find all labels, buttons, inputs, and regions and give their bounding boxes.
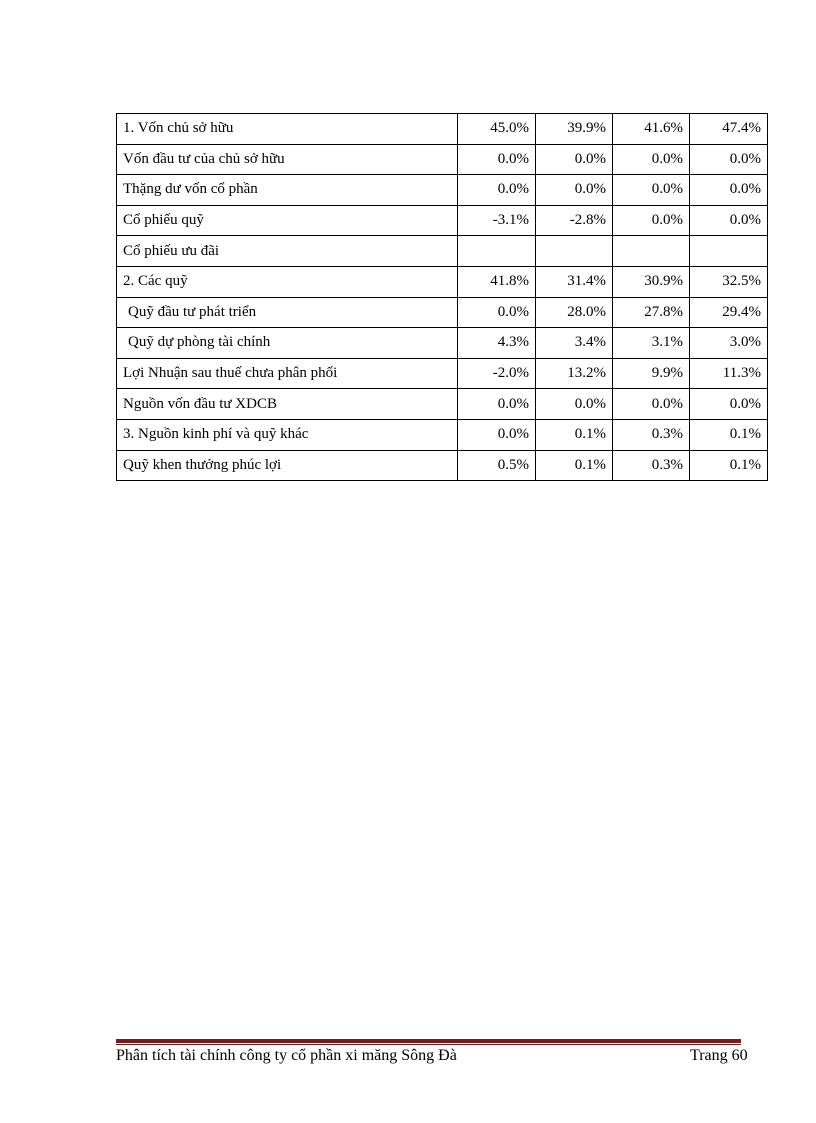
row-value-col-1: -2.0% [458, 358, 536, 389]
row-value-col-2: 0.0% [536, 175, 613, 206]
row-value-col-1: 0.0% [458, 175, 536, 206]
row-value-col-2: 31.4% [536, 266, 613, 297]
row-value-col-4: 0.0% [690, 205, 768, 236]
row-value-col-1: 0.5% [458, 450, 536, 481]
row-value-col-3: 0.0% [613, 175, 690, 206]
row-value-col-4: 0.0% [690, 389, 768, 420]
row-value-col-2: 0.0% [536, 144, 613, 175]
row-value-col-1: 0.0% [458, 419, 536, 450]
row-value-col-1: 0.0% [458, 389, 536, 420]
footer-document-title: Phân tích tài chính công ty cổ phần xi măng Sông Đà [116, 1047, 457, 1064]
row-label: Quỹ dự phòng tài chính [117, 328, 458, 359]
row-value-col-2: 28.0% [536, 297, 613, 328]
row-label: Vốn đầu tư của chủ sở hữu [117, 144, 458, 175]
row-value-col-4: 0.1% [690, 419, 768, 450]
row-value-col-3: 41.6% [613, 114, 690, 145]
table-row [117, 297, 768, 328]
row-value-col-1: -3.1% [458, 205, 536, 236]
footer-page-number: Trang 60 [690, 1047, 748, 1064]
table-row [117, 419, 768, 450]
row-value-col-2 [536, 236, 613, 267]
row-value-col-4: 47.4% [690, 114, 768, 145]
row-label: 1. Vốn chủ sở hữu [117, 114, 458, 145]
table-row [117, 358, 768, 389]
table-row [117, 144, 768, 175]
table-body [117, 114, 768, 481]
row-value-col-3: 0.3% [613, 419, 690, 450]
row-value-col-1: 0.0% [458, 144, 536, 175]
row-value-col-4: 3.0% [690, 328, 768, 359]
row-value-col-2: 39.9% [536, 114, 613, 145]
row-value-col-4: 0.0% [690, 144, 768, 175]
row-label: Quỹ đầu tư phát triển [117, 297, 458, 328]
row-value-col-3: 9.9% [613, 358, 690, 389]
table-row [117, 236, 768, 267]
row-value-col-3: 0.0% [613, 389, 690, 420]
row-value-col-3: 0.0% [613, 144, 690, 175]
row-value-col-3: 3.1% [613, 328, 690, 359]
row-value-col-3 [613, 236, 690, 267]
row-value-col-3: 30.9% [613, 266, 690, 297]
row-value-col-2: 3.4% [536, 328, 613, 359]
row-label: 2. Các quỹ [117, 266, 458, 297]
row-label: Cổ phiếu quỹ [117, 205, 458, 236]
row-value-col-2: 0.1% [536, 419, 613, 450]
row-value-col-4 [690, 236, 768, 267]
row-value-col-3: 0.3% [613, 450, 690, 481]
table-row [117, 266, 768, 297]
row-value-col-2: 13.2% [536, 358, 613, 389]
row-label: Lợi Nhuận sau thuế chưa phân phối [117, 358, 458, 389]
table-row [117, 175, 768, 206]
row-value-col-4: 32.5% [690, 266, 768, 297]
row-value-col-4: 29.4% [690, 297, 768, 328]
row-value-col-1: 0.0% [458, 297, 536, 328]
table-row [117, 389, 768, 420]
row-value-col-4: 0.0% [690, 175, 768, 206]
row-value-col-4: 0.1% [690, 450, 768, 481]
row-value-col-2: 0.0% [536, 389, 613, 420]
row-value-col-3: 0.0% [613, 205, 690, 236]
row-label: Cổ phiếu ưu đãi [117, 236, 458, 267]
table-row [117, 328, 768, 359]
row-value-col-2: -2.8% [536, 205, 613, 236]
row-label: Nguồn vốn đầu tư XDCB [117, 389, 458, 420]
row-value-col-1: 45.0% [458, 114, 536, 145]
financial-ratio-table [116, 113, 768, 481]
table-row [117, 450, 768, 481]
table-row [117, 205, 768, 236]
row-value-col-4: 11.3% [690, 358, 768, 389]
table-row [117, 114, 768, 145]
row-value-col-1: 4.3% [458, 328, 536, 359]
row-value-col-1 [458, 236, 536, 267]
row-value-col-3: 27.8% [613, 297, 690, 328]
row-label: Quỹ khen thưởng phúc lợi [117, 450, 458, 481]
row-value-col-2: 0.1% [536, 450, 613, 481]
row-label: 3. Nguồn kinh phí và quỹ khác [117, 419, 458, 450]
footer-divider [116, 1039, 741, 1043]
row-value-col-1: 41.8% [458, 266, 536, 297]
row-label: Thặng dư vốn cổ phần [117, 175, 458, 206]
